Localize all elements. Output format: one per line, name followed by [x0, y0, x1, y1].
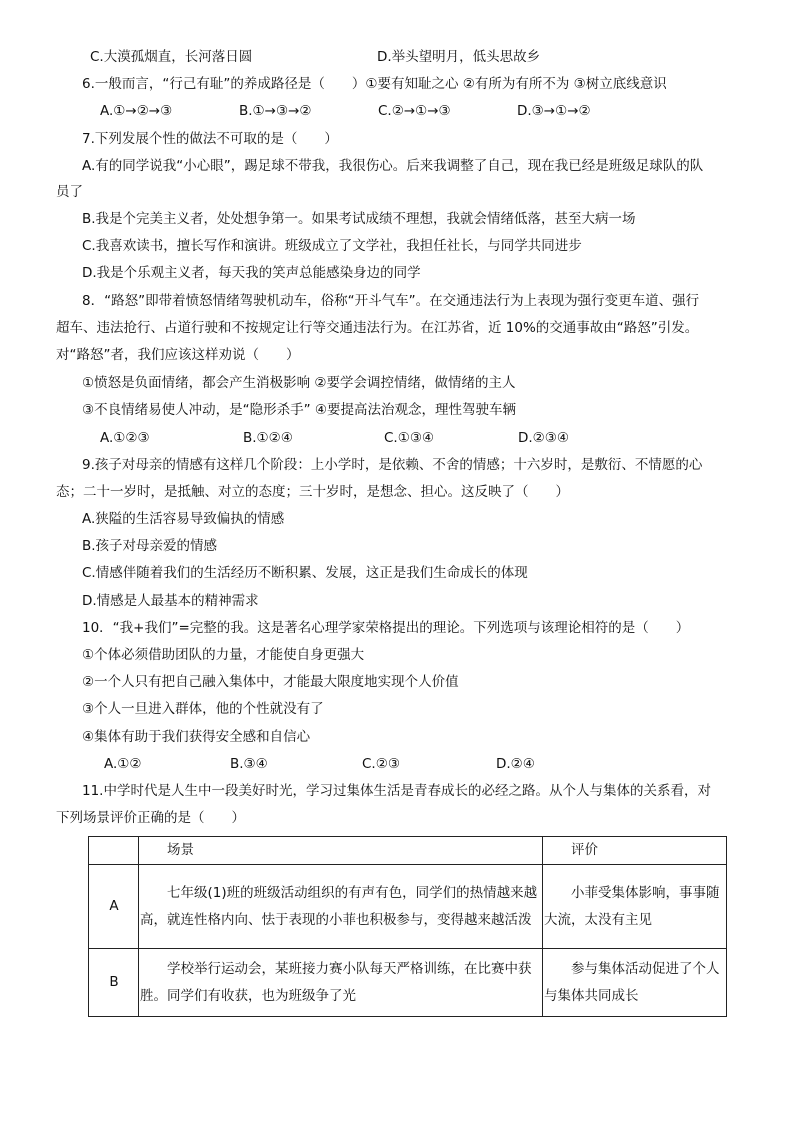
q9-option-c: C.情感伴随着我们的生活经历不断积累、发展，这正是我们生命成长的体现 [82, 565, 528, 581]
table-row [89, 949, 727, 1017]
q7-option-a-cont: 员了 [56, 184, 83, 200]
row-label: A [89, 865, 139, 949]
q6-option-a: A.①→②→③ [100, 103, 173, 119]
q8-option-b: B.①②④ [243, 430, 293, 446]
q10-statement: ②一个人只有把自己融入集体中，才能最大限度地实现个人价值 [82, 674, 459, 690]
q8-option-a: A.①②③ [100, 430, 150, 446]
header-evaluation: 评价 [543, 837, 727, 865]
q8-stem: 8．“路怒”即带着愤怒情绪驾驶机动车，俗称“开斗气车”。在交通违法行为上表现为强行变更车道、强行 [82, 293, 700, 309]
q11-stem-cont: 下列场景评价正确的是（ ） [56, 810, 245, 826]
header-blank-cell [89, 837, 139, 865]
q8-statement: ①愤怒是负面情绪，都会产生消极影响 ②要学会调控情绪，做情绪的主人 [82, 375, 516, 391]
q10-option-c: C.②③ [362, 756, 400, 772]
evaluation-cell: 小菲受集体影响，事事随大流，太没有主见 [543, 865, 727, 949]
table-row [89, 865, 727, 949]
q9-option-a: A.狭隘的生活容易导致偏执的情感 [82, 511, 285, 527]
q10-option-b: B.③④ [230, 756, 268, 772]
q8-stem-cont: 对“路怒”者，我们应该这样劝说（ ） [56, 347, 300, 363]
scene-evaluation-table [88, 836, 727, 1017]
q6-option-c: C.②→①→③ [378, 103, 451, 119]
evaluation-cell: 参与集体活动促进了个人与集体共同成长 [543, 949, 727, 1017]
scene-cell: 七年级(1)班的班级活动组织的有声有色，同学们的热情越来越高，就连性格内向、怯于表现的小菲也积极参与，变得越来越活泼 [139, 865, 543, 949]
table-header-row [89, 837, 727, 865]
q7-stem: 7.下列发展个性的做法不可取的是（ ） [82, 131, 338, 147]
q6-stem: 6.一般而言，“行己有耻”的养成路径是（ ）①要有知耻之心 ②有所为有所不为 ③树立底线意识 [82, 76, 667, 92]
header-scene: 场景 [139, 837, 543, 865]
q10-statement: ③个人一旦进入群体，他的个性就没有了 [82, 701, 324, 717]
q8-stem-cont: 超车、违法抢行、占道行驶和不按规定让行等交通违法行为。在江苏省，近 10%的交通事故由“路怒”引发。 [56, 320, 699, 336]
q6-option-d: D.③→①→② [517, 103, 591, 119]
q10-option-a: A.①② [104, 756, 142, 772]
q8-statement: ③不良情绪易使人冲动，是“隐形杀手” ④要提高法治观念，理性驾驶车辆 [82, 402, 516, 418]
q9-stem-cont: 态；二十一岁时，是抵触、对立的态度；三十岁时，是想念、担心。这反映了（ ） [56, 484, 569, 500]
q5-option-d: D.举头望明月，低头思故乡 [377, 49, 541, 65]
q10-statement: ①个体必须借助团队的力量，才能使自身更强大 [82, 647, 365, 663]
q7-option-d: D.我是个乐观主义者，每天我的笑声总能感染身边的同学 [82, 265, 421, 281]
q10-option-d: D.②④ [496, 756, 535, 772]
q8-option-c: C.①③④ [384, 430, 435, 446]
q6-option-b: B.①→③→② [239, 103, 312, 119]
scene-cell: 学校举行运动会，某班接力赛小队每天严格训练，在比赛中获胜。同学们有收获，也为班级争了光 [139, 949, 543, 1017]
q8-option-d: D.②③④ [518, 430, 569, 446]
q10-stem: 10．“我+我们”=完整的我。这是著名心理学家荣格提出的理论。下列选项与该理论相符的是（ ） [82, 620, 690, 636]
q5-option-c: C.大漠孤烟直，长河落日圆 [90, 49, 253, 65]
q7-option-c: C.我喜欢读书，擅长写作和演讲。班级成立了文学社，我担任社长，与同学共同进步 [82, 238, 582, 254]
q7-option-a: A.有的同学说我“小心眼”，踢足球不带我，我很伤心。后来我调整了自己，现在我已经是班级足球队的队 [82, 158, 704, 174]
q7-option-b: B.我是个完美主义者，处处想争第一。如果考试成绩不理想，我就会情绪低落，甚至大病一场 [82, 211, 636, 227]
row-label: B [89, 949, 139, 1017]
q9-option-d: D.情感是人最基本的精神需求 [82, 593, 259, 609]
q11-stem: 11.中学时代是人生中一段美好时光，学习过集体生活是青春成长的必经之路。从个人与集体的关系看，对 [82, 783, 711, 799]
q9-stem: 9.孩子对母亲的情感有这样几个阶段：上小学时，是依赖、不舍的情感；十六岁时，是敷衍、不情愿的心 [82, 457, 703, 473]
q10-statement: ④集体有助于我们获得安全感和自信心 [82, 729, 311, 745]
q9-option-b: B.孩子对母亲爱的情感 [82, 538, 218, 554]
